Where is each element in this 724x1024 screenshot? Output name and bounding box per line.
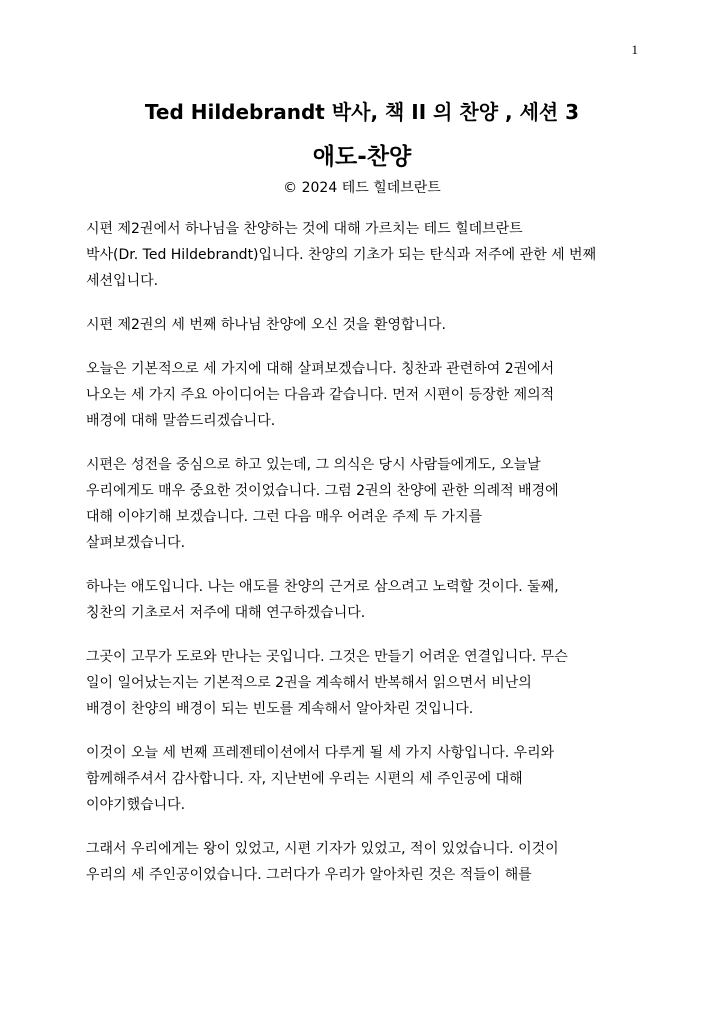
paragraph-line: 칭찬의 기초로서 저주에 대해 연구하겠습니다. [86, 605, 366, 621]
paragraph-line: 함께해주셔서 감사합니다. 자, 지난번에 우리는 시편의 세 주인공에 대해 [86, 771, 523, 787]
paragraph-7 [86, 740, 646, 818]
paragraph-line: 나오는 세 가지 주요 아이디어는 다음과 같습니다. 먼저 시편이 등장한 제의적 [86, 387, 555, 403]
paragraph-line: 일이 일어났는지는 기본적으로 2권을 계속해서 반복해서 읽으면서 비난의 [86, 675, 532, 691]
document-title: Ted Hildebrandt 박사, 책 II 의 찬양 , 세션 3 [144, 100, 580, 124]
paragraph-line: 배경이 찬양의 배경이 되는 빈도를 계속해서 알아차린 것입니다. [86, 701, 474, 717]
paragraph-2 [86, 312, 646, 338]
paragraph-line: 그래서 우리에게는 왕이 있었고, 시편 기자가 있었고, 적이 있었습니다. 이것이 [86, 841, 559, 857]
paragraph-1 [86, 216, 646, 294]
paragraph-line: 하나는 애도입니다. 나는 애도를 찬양의 근거로 삼으려고 노력할 것이다. 둘째, [86, 579, 559, 595]
copyright-notice: © 2024 테드 힐데브란트 [283, 180, 441, 196]
document-subtitle: 애도-찬양 [312, 144, 412, 170]
paragraph-line: 살펴보겠습니다. [86, 535, 186, 551]
paragraph-line: 대해 이야기해 보겠습니다. 그런 다음 매우 어려운 주제 두 가지를 [86, 509, 483, 525]
paragraph-line: 시편은 성전을 중심으로 하고 있는데, 그 의식은 당시 사람들에게도, 오늘날 [86, 457, 541, 473]
paragraph-8 [86, 836, 646, 888]
paragraph-line: 배경에 대해 말씀드리겠습니다. [86, 413, 276, 429]
paragraph-3 [86, 356, 646, 434]
paragraph-5 [86, 574, 646, 626]
paragraph-line: 오늘은 기본적으로 세 가지에 대해 살펴보겠습니다. 칭찬과 관련하여 2권에서 [86, 361, 555, 377]
paragraph-line: 이야기했습니다. [86, 797, 186, 813]
paragraph-4 [86, 452, 646, 556]
body-text [86, 216, 646, 906]
paragraph-line: 시편 제2권의 세 번째 하나님 찬양에 오신 것을 환영합니다. [86, 317, 447, 333]
paragraph-line: 박사(Dr. Ted Hildebrandt)입니다. 찬양의 기초가 되는 탄식과 저주에 관한 세 번째 [86, 247, 597, 263]
paragraph-line: 세션입니다. [86, 273, 159, 289]
paragraph-line: 우리의 세 주인공이었습니다. 그러다가 우리가 알아차린 것은 적들이 해를 [86, 867, 532, 883]
paragraph-6 [86, 644, 646, 722]
paragraph-line: 시편 제2권에서 하나님을 찬양하는 것에 대해 가르치는 테드 힐데브란트 [86, 221, 523, 237]
paragraph-line: 우리에게도 매우 중요한 것이었습니다. 그럼 2권의 찬양에 관한 의례적 배경에 [86, 483, 559, 499]
page-number: 1 [631, 42, 638, 57]
paragraph-line: 이것이 오늘 세 번째 프레젠테이션에서 다루게 될 세 가지 사항입니다. 우리와 [86, 745, 555, 761]
paragraph-line: 그곳이 고무가 도로와 만나는 곳입니다. 그것은 만들기 어려운 연결입니다. 무슨 [86, 649, 568, 665]
